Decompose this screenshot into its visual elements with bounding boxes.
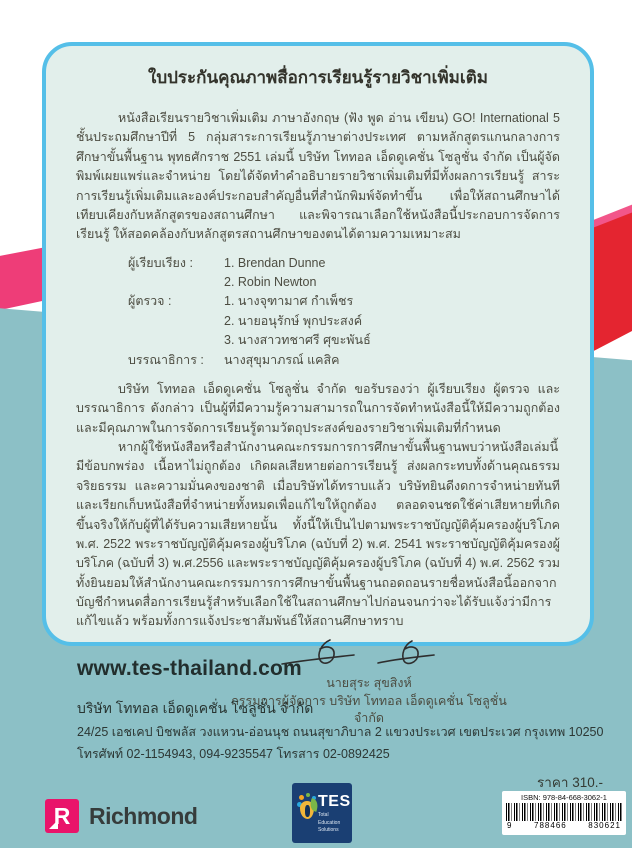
contributors-list (128, 254, 560, 370)
reviewer-name: 1. นางจุฑามาศ กำเพ็ชร (224, 294, 354, 309)
author-name: 1. Brendan Dunne (224, 255, 326, 270)
tes-figure (305, 805, 310, 817)
company-name: บริษัท โททอล เอ็ดดูเคชั่น โซลูชั่น จำกัด (77, 700, 314, 716)
barcode-group-2: 830621 (588, 821, 621, 830)
isbn-barcode (502, 791, 626, 835)
signatory-role: กรรมการผู้จัดการ บริษัท โททอล เอ็ดดูเคชั่น โซลูชั่น จำกัด (231, 693, 507, 725)
website-url: www.tes-thailand.com (77, 657, 302, 680)
barcode-digit-lead: 9 (507, 821, 513, 830)
richmond-letter: R (53, 802, 71, 829)
barcode-bars (506, 803, 622, 822)
certificate-paragraph-1: หนังสือเรียนรายวิชาเพิ่มเติม ภาษาอังกฤษ (ฟัง พูด อ่าน เขียน) GO! International 5 ชั้นประถมศึกษาปีที่ 5 กลุ่มสาระการเรียนรู้ภาษาต่างประเทศ ตามหลักสูตรแกนกลางการศึกษาขั้นพื้นฐาน พุทธศักราช 2551 เล่มนี้ บริษัท โททอล เอ็ดดูเคชั่น โซลูชั่น จำกัด เป็นผู้จัดพิมพ์เผยแพร่และจำหน่าย โดยได้จัดทำคำอธิบายรายวิชาเพิ่มเติมที่มีทั้งผลการเรียนรู้ สาระการเรียนรู้เพิ่มเติมและองค์ประกอบสำคัญอื่นที่สำนักพิมพ์จัดทำขึ้น เพื่อให้สถานศึกษาได้เทียบเคียงกับหลักสูตรของสถานศึกษา และพิจารณาเลือกใช้หนังสือนี้ประกอบการจัดการเรียนรู้ ให้สอดคล้องกับหลักสูตรสถานศึกษาของตนได้ตามความเหมาะสม (76, 111, 560, 242)
reviewer-name: 3. นางสาวทชาศรี ศุขะพันธ์ (224, 333, 371, 348)
signatory-name: นายสุระ สุขสิงห์ (326, 675, 412, 690)
contributor-row-editor (128, 351, 560, 370)
editor-label: บรรณาธิการ : (128, 352, 204, 367)
richmond-logo-icon (45, 799, 79, 833)
isbn-number: ISBN: 978-84-668-3062-1 (521, 793, 607, 802)
company-phone: โทรศัพท์ 02-1154943, 094-9235547 โทรสาร 02-0892425 (77, 747, 390, 761)
company-address: 24/25 เอชเคป บิชพลัส วงแหวน-อ่อนนุช ถนนสุขาภิบาล 2 แขวงประเวศ เขตประเวศ กรุงเทพ 10250 (77, 725, 604, 739)
contributor-row-reviewers (128, 292, 560, 350)
richmond-logo (45, 799, 197, 833)
certificate-paragraph-3: หากผู้ใช้หนังสือหรือสำนักงานคณะกรรมการการศึกษาขั้นพื้นฐานพบว่าหนังสือเล่มนี้มีข้อบกพร่อง เนื้อหาไม่ถูกต้อง เกิดผลเสียหายต่อการเรียนรู้ ส่งผลกระทบทั้งด้านคุณธรรม จริยธรรม และความมั่นคงของชาติ เมื่อบริษัทได้ทราบแล้ว บริษัทยินดีงดการจำหน่ายทันที และเรียกเก็บหนังสือที่จำหน่ายทั้งหมดเพื่อแก้ไขให้ถูกต้อง ตลอดจนชดใช้ค่าเสียหายที่เกิดขึ้นจริงให้กับผู้ที่ได้รับความเสียหายนั้น ทั้งนี้ให้เป็นไปตามพระราชบัญญัติคุ้มครองผู้บริโภค พ.ศ. 2522 พระราชบัญญัติคุ้มครองผู้บริโภค (ฉบับที่ 2) พ.ศ. 2541 พระราชบัญญัติคุ้มครองผู้บริโภค (ฉบับที่ 3) พ.ศ.2556 และพระราชบัญญัติคุ้มครองผู้บริโภค (ฉบับที่ 4) พ.ศ. 2562 รวมทั้งยินยอมให้สำนักงานคณะกรรมการการศึกษาขั้นพื้นฐานถอดถอนรายชื่อหนังสือนี้ออกจากบัญชีกำหนดสื่อการเรียนรู้สำหรับเลือกใช้ในสถานศึกษาไปก่อนจนกว่าจะได้รับแจ้งว่ามีการแก้ไขแล้ว พร้อมทั้งการแจ้งประชาสัมพันธ์ให้สถานศึกษาทราบ (76, 440, 560, 629)
tes-wordmark: TES (318, 793, 351, 810)
tes-emblem-icon (297, 793, 319, 827)
authors-names (224, 254, 325, 293)
richmond-wordmark: Richmond (89, 802, 198, 829)
tes-dot-orange (299, 795, 304, 800)
authors-label: ผู้เรียบเรียง : (128, 255, 193, 270)
editor-names (224, 351, 340, 370)
price-label: ราคา 310.- (537, 775, 603, 790)
tes-logo (292, 783, 352, 843)
certificate-paragraph-2: บริษัท โททอล เอ็ดดูเคชั่น โซลูชั่น จำกัด ขอรับรองว่า ผู้เรียบเรียง ผู้ตรวจ และบรรณาธิการ ดังกล่าว เป็นผู้ที่มีความรู้ความสามารถในการจัดทำหนังสือนี้ให้มีความถูกต้องและมีคุณภาพในการจัดการเรียนรู้ตามวัตถุประสงค์ของรายวิชาเพิ่มเติมที่กำหนด (76, 381, 560, 435)
reviewers-names (224, 292, 371, 350)
barcode-digits (506, 821, 622, 830)
barcode-group-1: 788466 (534, 821, 567, 830)
tes-dot-green (306, 793, 310, 797)
author-name: 2. Robin Newton (224, 275, 317, 289)
reviewers-label: ผู้ตรวจ : (128, 294, 172, 309)
editor-name: นางสุขุมาภรณ์ แคสิค (224, 352, 340, 367)
richmond-fold-decoration (49, 820, 58, 829)
signature-icon (274, 636, 464, 674)
reviewer-name: 2. นายอนุรักษ์ พุกประสงค์ (224, 313, 363, 328)
certificate-title: ใบประกันคุณภาพสื่อการเรียนรู้รายวิชาเพิ่มเติม (148, 68, 488, 87)
tes-subtitle: Total Education Solutions (318, 812, 341, 833)
contributor-row-authors (128, 254, 560, 293)
